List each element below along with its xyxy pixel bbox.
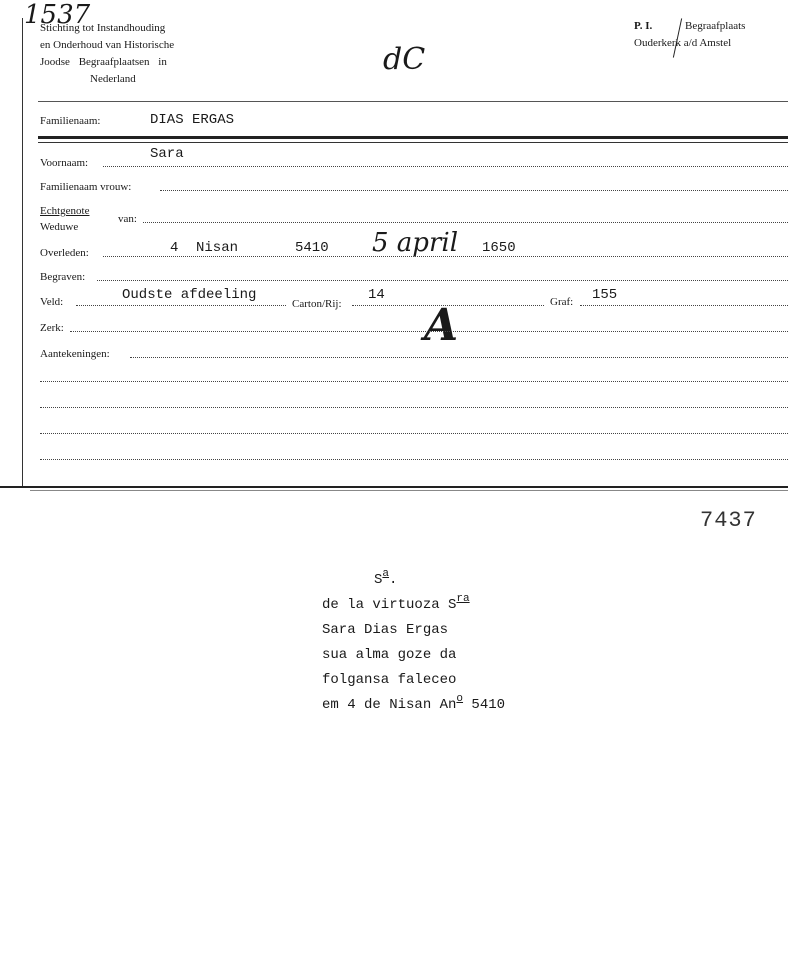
overleden-civil-year: 1650 — [482, 240, 516, 256]
inscription-line-5: folgansa faleceo — [322, 672, 457, 688]
handwritten-card-number: 1537 — [24, 0, 91, 30]
aantekeningen-line-1 — [130, 357, 788, 358]
familienaam-label: Familienaam: — [40, 115, 101, 127]
header-rule-thin — [38, 142, 788, 143]
handwritten-code: dC — [383, 42, 426, 77]
van-label: van: — [118, 213, 137, 225]
organization-block — [40, 20, 240, 88]
graf-label: Graf: — [550, 296, 574, 308]
inscription-line-3: Sara Dias Ergas — [322, 622, 449, 638]
carton-value: 14 — [368, 287, 385, 303]
carton-label: Carton/Rij: — [292, 298, 342, 310]
graf-value: 155 — [592, 287, 618, 303]
graf-line — [580, 305, 788, 306]
voornaam-line — [103, 166, 788, 167]
header-rule-top — [38, 101, 788, 102]
zerk-handwritten: A — [424, 300, 459, 351]
van-line — [143, 222, 788, 223]
inscription-line-1: $S^a$. — [374, 568, 398, 588]
inscription-line-2: de la virtuoza $S^{ra}$ — [322, 593, 470, 613]
card-bottom-edge-shadow — [30, 490, 788, 491]
photo-stamp-number: 7437 — [700, 508, 757, 533]
aantekeningen-line-3 — [40, 407, 788, 408]
overleden-day: 4 — [170, 240, 179, 256]
overleden-year: 5410 — [295, 240, 329, 256]
aantekeningen-label: Aantekeningen: — [40, 348, 110, 360]
voornaam-value: Sara — [150, 146, 184, 162]
card-bottom-edge — [0, 486, 788, 488]
overleden-label: Overleden: — [40, 247, 89, 259]
inscription-line-4: sua alma goze da — [322, 647, 457, 663]
zerk-label: Zerk: — [40, 322, 64, 334]
weduwe-label: Weduwe — [40, 221, 79, 233]
aantekeningen-line-4 — [40, 433, 788, 434]
familienaam-vrouw-line — [160, 190, 788, 191]
cemetery-name: Begraafplaats — [685, 20, 746, 32]
aantekeningen-line-5 — [40, 459, 788, 460]
header-rule-thick — [38, 136, 788, 139]
gravestone-inscription — [322, 568, 505, 718]
inscription-line-6: em 4 de Nisan An$^o$ 5410 — [322, 693, 506, 713]
overleden-handwritten-date: 5 april — [372, 228, 459, 258]
place-code: P. I. — [634, 20, 653, 32]
begraven-line — [97, 280, 788, 281]
overleden-month: Nisan — [196, 240, 239, 256]
familienaam-vrouw-label: Familienaam vrouw: — [40, 181, 132, 193]
org-line-2: en Onderhoud van Historische — [40, 39, 175, 51]
veld-value: Oudste afdeeling — [122, 287, 257, 303]
familienaam-value: DIAS ERGAS — [150, 112, 235, 128]
begraven-label: Begraven: — [40, 271, 86, 283]
overleden-line — [103, 256, 788, 257]
org-line-4: Nederland — [90, 73, 136, 85]
veld-label: Veld: — [40, 296, 64, 308]
voornaam-label: Voornaam: — [40, 157, 89, 169]
aantekeningen-line-2 — [40, 381, 788, 382]
veld-line — [76, 305, 286, 306]
org-line-3: Joodse Begraafplaatsen in — [40, 56, 167, 68]
zerk-line — [70, 331, 788, 332]
org-line-1: Stichting tot Instandhouding — [40, 22, 166, 34]
margin-line — [22, 18, 23, 488]
echtgenote-label: Echtgenote — [40, 205, 90, 217]
cemetery-location: Ouderkerk a/d Amstel — [634, 37, 732, 49]
